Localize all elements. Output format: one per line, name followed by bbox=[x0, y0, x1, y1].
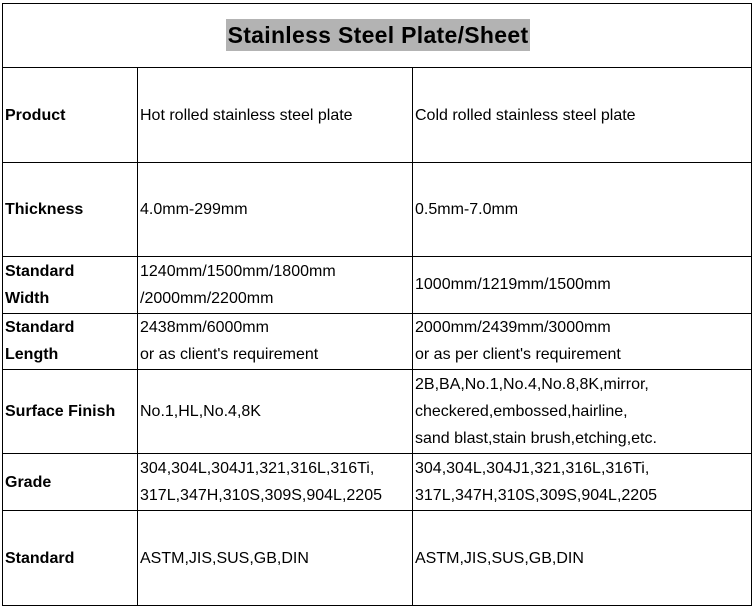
cell-line: 304,304L,304J1,321,316L,316Ti, bbox=[140, 460, 375, 478]
cell-line: 1000mm/1219mm/1500mm bbox=[415, 276, 611, 294]
row-label-standard bbox=[3, 511, 138, 606]
row-label-thickness bbox=[3, 162, 138, 256]
title-row bbox=[3, 4, 752, 68]
cell-line: or as client's requirement bbox=[140, 346, 319, 364]
hot-rolled-cell bbox=[138, 313, 413, 369]
cell-line: ASTM,JIS,SUS,GB,DIN bbox=[140, 549, 309, 567]
table-row bbox=[3, 369, 752, 453]
label-line: Width bbox=[5, 289, 50, 307]
cell-line: Hot rolled stainless steel plate bbox=[140, 106, 353, 124]
cold-rolled-cell bbox=[413, 313, 752, 369]
cell-line: 4.0mm-299mm bbox=[140, 201, 248, 219]
row-label-surface-finish bbox=[3, 369, 138, 453]
label-line: Product bbox=[5, 106, 66, 124]
table-row bbox=[3, 313, 752, 369]
table-row bbox=[3, 511, 752, 606]
hot-rolled-cell bbox=[138, 68, 413, 162]
cell-line: ASTM,JIS,SUS,GB,DIN bbox=[415, 549, 584, 567]
hot-rolled-cell bbox=[138, 162, 413, 256]
cell-line: 0.5mm-7.0mm bbox=[415, 201, 519, 219]
cell-line: 1240mm/1500mm/1800mm bbox=[140, 262, 336, 280]
cold-rolled-cell bbox=[413, 162, 752, 256]
table-row bbox=[3, 162, 752, 256]
cold-rolled-cell bbox=[413, 511, 752, 606]
cell-line: Cold rolled stainless steel plate bbox=[415, 106, 636, 124]
cell-line: checkered,embossed,hairline, bbox=[415, 402, 628, 420]
row-label-standard-width bbox=[3, 257, 138, 313]
hot-rolled-cell bbox=[138, 511, 413, 606]
hot-rolled-cell bbox=[138, 369, 413, 453]
cell-line: sand blast,stain brush,etching,etc. bbox=[415, 429, 657, 447]
table-row bbox=[3, 257, 752, 313]
table-row bbox=[3, 454, 752, 511]
cell-line: 304,304L,304J1,321,316L,316Ti, bbox=[415, 460, 650, 478]
spec-table bbox=[2, 3, 752, 606]
cold-rolled-cell bbox=[413, 454, 752, 511]
table-title: Stainless Steel Plate/Sheet bbox=[226, 19, 531, 51]
hot-rolled-cell bbox=[138, 257, 413, 313]
label-line: Surface Finish bbox=[5, 402, 116, 420]
cold-rolled-cell bbox=[413, 257, 752, 313]
label-line: Length bbox=[5, 346, 59, 364]
cold-rolled-cell bbox=[413, 369, 752, 453]
row-label-product bbox=[3, 68, 138, 162]
label-line: Grade bbox=[5, 473, 52, 491]
cold-rolled-cell bbox=[413, 68, 752, 162]
label-line: Thickness bbox=[5, 201, 84, 219]
cell-line: 2438mm/6000mm bbox=[140, 319, 269, 337]
hot-rolled-cell bbox=[138, 454, 413, 511]
row-label-standard-length bbox=[3, 313, 138, 369]
cell-line: or as per client's requirement bbox=[415, 346, 621, 364]
row-label-grade bbox=[3, 454, 138, 511]
label-line: Standard bbox=[5, 319, 75, 337]
cell-line: 317L,347H,310S,309S,904L,2205 bbox=[415, 487, 657, 505]
spec-sheet bbox=[2, 3, 751, 606]
label-line: Standard bbox=[5, 549, 75, 567]
title-cell bbox=[3, 4, 752, 68]
cell-line: 2000mm/2439mm/3000mm bbox=[415, 319, 611, 337]
cell-line: No.1,HL,No.4,8K bbox=[140, 402, 261, 420]
cell-line: 317L,347H,310S,309S,904L,2205 bbox=[140, 487, 382, 505]
label-line: Standard bbox=[5, 262, 75, 280]
cell-line: /2000mm/2200mm bbox=[140, 289, 274, 307]
table-row bbox=[3, 68, 752, 162]
cell-line: 2B,BA,No.1,No.4,No.8,8K,mirror, bbox=[415, 375, 649, 393]
